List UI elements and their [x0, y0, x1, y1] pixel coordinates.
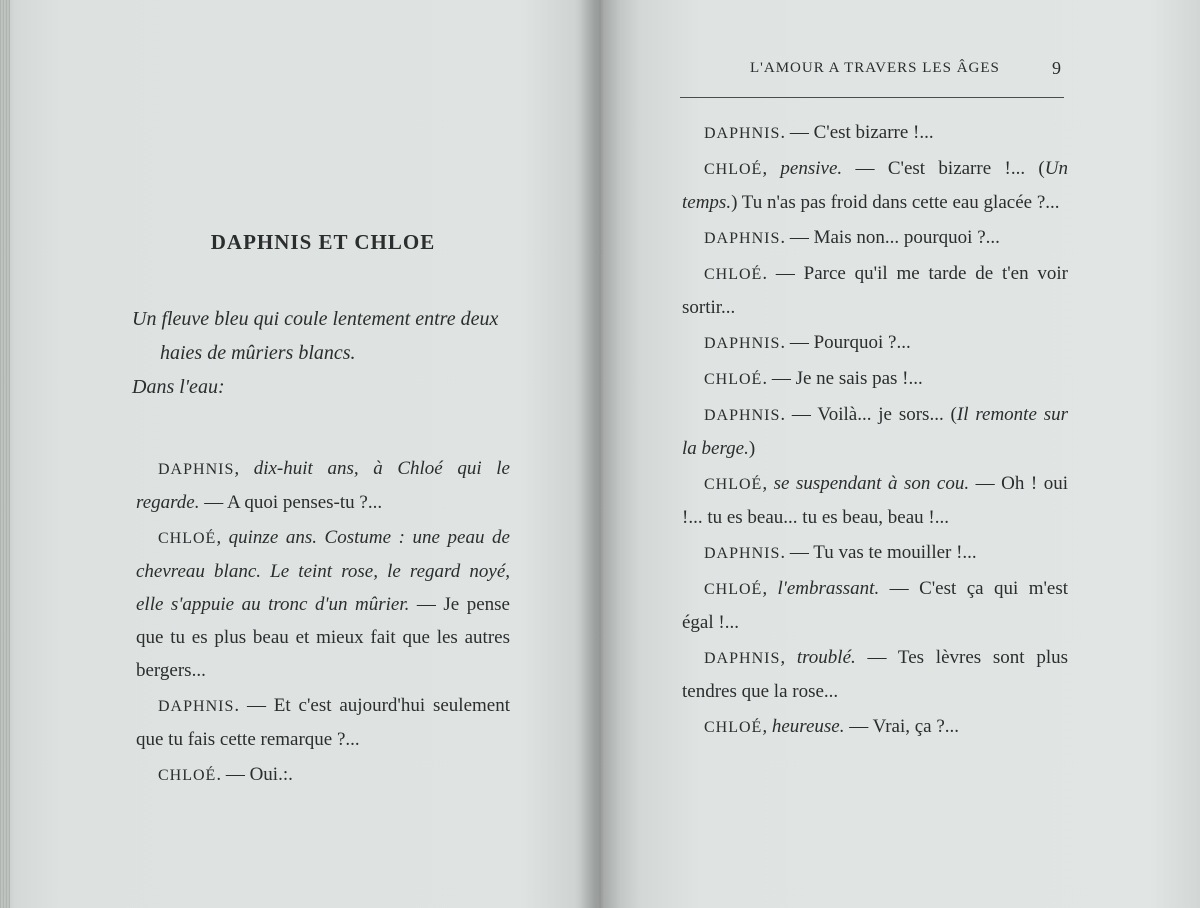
- stage-direction-line: haies de mûriers blancs.: [160, 342, 356, 364]
- dialogue-line: [136, 521, 510, 687]
- running-head: [680, 58, 1064, 86]
- dialogue-line: [136, 452, 510, 519]
- speech-text: — C'est bizarre !... (: [842, 158, 1045, 179]
- speaker-name: CHLOÉ: [158, 530, 217, 547]
- dialogue-line: [682, 362, 1068, 396]
- speech-text: . — Et c'est aujourd'hui seulement que tu fais cette remarque ?...: [136, 695, 510, 750]
- speech-text: — Tes lèvres sont plus tendres que la rose...: [682, 647, 1068, 702]
- speech-text: . — Voilà... je sors... (: [780, 404, 957, 425]
- dialogue-line: [682, 326, 1068, 360]
- speech-text: — Vrai, ça ?...: [844, 716, 960, 737]
- speaker-name: CHLOÉ: [704, 581, 763, 598]
- dialogue-line: [682, 257, 1068, 324]
- dialogue-line: [682, 467, 1068, 534]
- speaker-name: CHLOÉ: [704, 266, 763, 283]
- speech-text: — Oh ! oui !... tu es beau... tu es beau, beau !...: [682, 473, 1069, 528]
- speech-text: . — Tu vas te mouiller !...: [780, 542, 977, 563]
- stage-direction-line: Un fleuve bleu qui coule lentement entre deux: [132, 308, 499, 330]
- stage-direction: [132, 302, 516, 404]
- dialogue-line: [682, 116, 1068, 150]
- stage-note: Il remonte sur la berge.: [682, 404, 1069, 459]
- dialogue-line: [682, 536, 1068, 570]
- stage-note: , heureuse.: [762, 716, 845, 737]
- speaker-name: CHLOÉ: [704, 371, 763, 388]
- stage-note: Un temps.: [682, 158, 1068, 213]
- speaker-name: DAPHNIS: [704, 545, 781, 562]
- scene-title: DAPHNIS ET CHLOE: [210, 230, 436, 254]
- speech-text: . — Mais non... pourquoi ?...: [780, 227, 1000, 248]
- speech-text: . — Je ne sais pas !...: [762, 368, 923, 389]
- speaker-name: CHLOÉ: [158, 767, 217, 784]
- speaker-name: CHLOÉ: [704, 719, 763, 736]
- dialogue-line: [682, 221, 1068, 255]
- stage-note: , quinze ans. Costume : une peau de chevreau blanc. Le teint rose, le regard noyé, elle s'appuie au tronc d'un mûrier.: [136, 527, 510, 615]
- stage-note: , troublé.: [780, 647, 856, 668]
- speaker-name: DAPHNIS: [704, 407, 781, 424]
- speaker-name: DAPHNIS: [158, 698, 235, 715]
- speaker-name: DAPHNIS: [704, 230, 781, 247]
- stage-note: , pensive.: [762, 158, 843, 179]
- speaker-name: DAPHNIS: [158, 461, 235, 478]
- page-number: 9: [1052, 58, 1062, 78]
- speech-text: — A quoi penses-tu ?...: [199, 492, 383, 513]
- dialogue-line: [682, 398, 1068, 465]
- stage-direction-line: Dans l'eau:: [132, 376, 225, 398]
- speaker-name: CHLOÉ: [704, 161, 763, 178]
- speech-text: . — Oui.:.: [216, 764, 293, 785]
- speech-text: ) Tu n'as pas froid dans cette eau glacée ?...: [731, 192, 1060, 213]
- dialogue-line: [682, 572, 1068, 639]
- stage-note: , se suspendant à son cou.: [762, 473, 970, 494]
- running-head-title: L'AMOUR A TRAVERS LES ÂGES: [750, 60, 1000, 76]
- speech-text: — Je pense que tu es plus beau et mieux fait que les autres bergers...: [136, 594, 510, 681]
- speech-text: . — Pourquoi ?...: [780, 332, 911, 353]
- speech-text: ): [748, 438, 756, 459]
- header-rule: [680, 97, 1064, 98]
- speech-text: — C'est ça qui m'est égal !...: [682, 578, 1068, 633]
- dialogue-line: [136, 758, 510, 792]
- right-dialogue: [682, 116, 1068, 746]
- dialogue-line: [682, 710, 1068, 744]
- dialogue-line: [136, 689, 510, 756]
- dialogue-line: [682, 641, 1068, 708]
- speaker-name: DAPHNIS: [704, 125, 781, 142]
- speech-text: . — C'est bizarre !...: [780, 122, 934, 143]
- left-dialogue: [136, 452, 510, 794]
- speech-text: . — Parce qu'il me tarde de t'en voir sortir...: [682, 263, 1068, 318]
- dialogue-line: [682, 152, 1068, 219]
- stage-note: , dix-huit ans, à Chloé qui le regarde.: [136, 458, 510, 513]
- speaker-name: CHLOÉ: [704, 476, 763, 493]
- speaker-name: DAPHNIS: [704, 650, 781, 667]
- speaker-name: DAPHNIS: [704, 335, 781, 352]
- stage-note: , l'embrassant.: [762, 578, 880, 599]
